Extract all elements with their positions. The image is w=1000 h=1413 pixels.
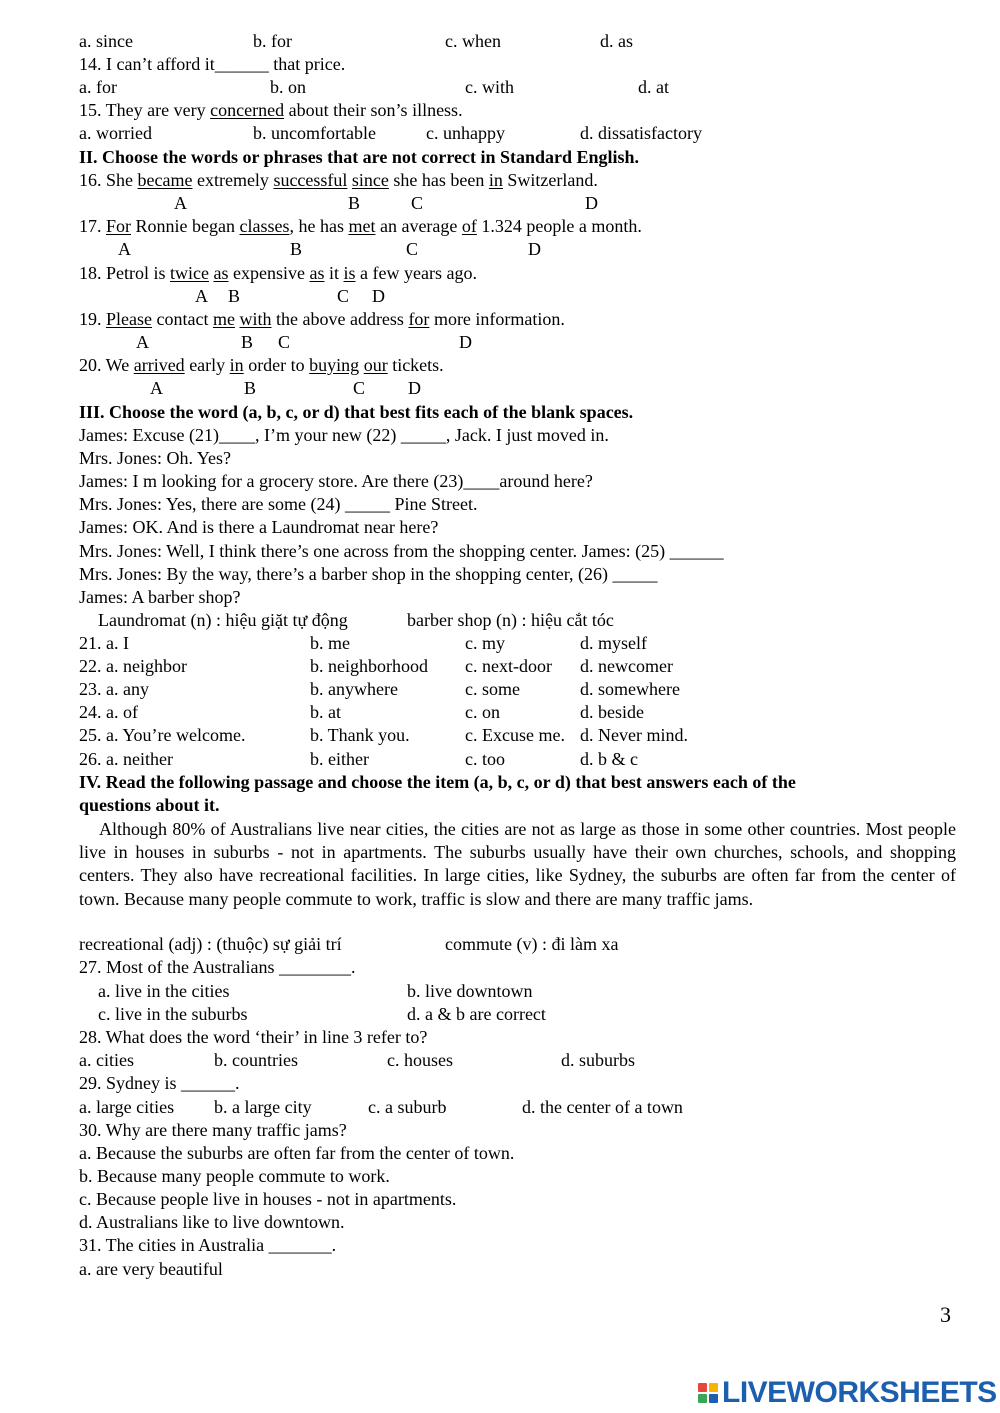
q14-option-c: c. with [465, 77, 514, 97]
liveworksheets-logo-icon [698, 1383, 718, 1403]
page-number: 3 [940, 1302, 951, 1327]
q13-option-b: b. for [253, 31, 292, 51]
logo-square-blue [709, 1394, 718, 1403]
q15-option-d: d. dissatisfactory [580, 123, 702, 143]
worksheet-page: a. since b. for c. when d. as 14. I can’t afford it______ that price. a. for b. on c. with d. at 15. They are very concerned about their son’s illness. a. worried b. uncomfortable c. unhappy d. dissatisfactory II. Choose the words or phrases that are not correct in Standard English. 16. She became extremely successful since she has been in Switzerland. A B C D 17. For Ronnie began classes, he has met an average of 1.324 people a month. A B C D 18. Petrol is twice as expensive as it is a few years ago. A B C D 19. Please contact me with the above address for more information. A B C D 20. We arrived early in order to buying our tickets. A B C D III. Choose the word (a, b, c, or d) that best fits each of the blank spaces. James: Excuse (21)____, I’m your new (22) _____, Jack. I just moved in. Mrs. Jones: Oh. Yes? James: I m looking for a grocery store. Are there (23)____around here? Mrs. Jones: Yes, there are some (24) _____ Pine Street. James: OK. And is there a Laundromat near here? Mrs. Jones: Well, I think there’s one across from the shopping center. James: (25) ______ Mrs. Jones: By the way, there’s a barber shop in the shopping center, (26) _____ James: A barber shop? Laundromat (n) : hiệu giặt tự động barber shop (n) : hiệu cắt tóc 21. a. I b. me c. my d. myself 22. a. neighbor b. neighborhood c. next-door d. newcomer 23. a. any b. anywhere c. some d. somewhere 24. a. of b. at c. on d. beside 25. a. You’re welcome. b. Thank you. c. Excuse me. d. Never mind. 26. a. neither b. either c. too d. b & c IV. Read the following passage and choose the item (a, b, c, or d) that best answers each of the questions about it. Although 80% of Australians live near cities, the cities are not as large as those in some other countries. Most people live in houses in suburbs - not in apartments. The suburbs usually have their own churches, schools, and shopping centers. They also have recreational facilities. In large cities, like Sydney, the suburbs are often far from the center of town. Because many people commute to work, traffic is slow and there are many traffic jams. recreational (adj) : (thuộc) sự giải trí commute (v) : đi làm xa 27. Most of the Australians ________. a. live in the cities b. live downtown c. live in the suburbs d. a & b are correct 28. What does the word ‘their’ in line 3 refer to? a. cities b. countries c. houses d. suburbs 29. Sydney is ______. a. large cities b. a large city c. a suburb d. the center of a town 30. Why are there many traffic jams? a. Because the suburbs are often far from the center of town. b. Because many people commute to work. c. Because people live in houses - not in apartments. d. Australians like to live downtown. 31. The cities in Australia _______. a. are very beautiful 3 LIVEWORKSHEETS [79, 31, 997, 1409]
q13-option-d: d. as [600, 31, 633, 51]
logo-square-green [698, 1394, 707, 1403]
q14-option-a: a. for [79, 77, 117, 97]
q15-option-a: a. worried [79, 123, 152, 143]
logo-square-yellow [709, 1383, 718, 1392]
q13-option-a: a. since [79, 31, 133, 51]
q15-option-c: c. unhappy [426, 123, 505, 143]
q15-option-b: b. uncomfortable [253, 123, 376, 143]
q15-underlined-word: concerned [210, 100, 285, 120]
q14-blank: ______ [214, 54, 269, 74]
liveworksheets-logo[interactable] [698, 1378, 997, 1408]
q14-option-b: b. on [270, 77, 306, 97]
q14-option-d: d. at [638, 77, 669, 97]
liveworksheets-logo-text: LIVEWORKSHEETS [722, 1376, 997, 1409]
reading-passage: Although 80% of Australians live near cities, the cities are not as large as those in some other countries. Most people live in houses in suburbs - not in apartments. The suburbs usually have their own churches, schools, and shopping centers. They also have recreational facilities. In large cities, like Sydney, the suburbs are often far from the center of town. Because many people commute to work, traffic is slow and there are many traffic jams. [79, 819, 956, 909]
logo-square-red [698, 1383, 707, 1392]
q13-option-c: c. when [445, 31, 501, 51]
